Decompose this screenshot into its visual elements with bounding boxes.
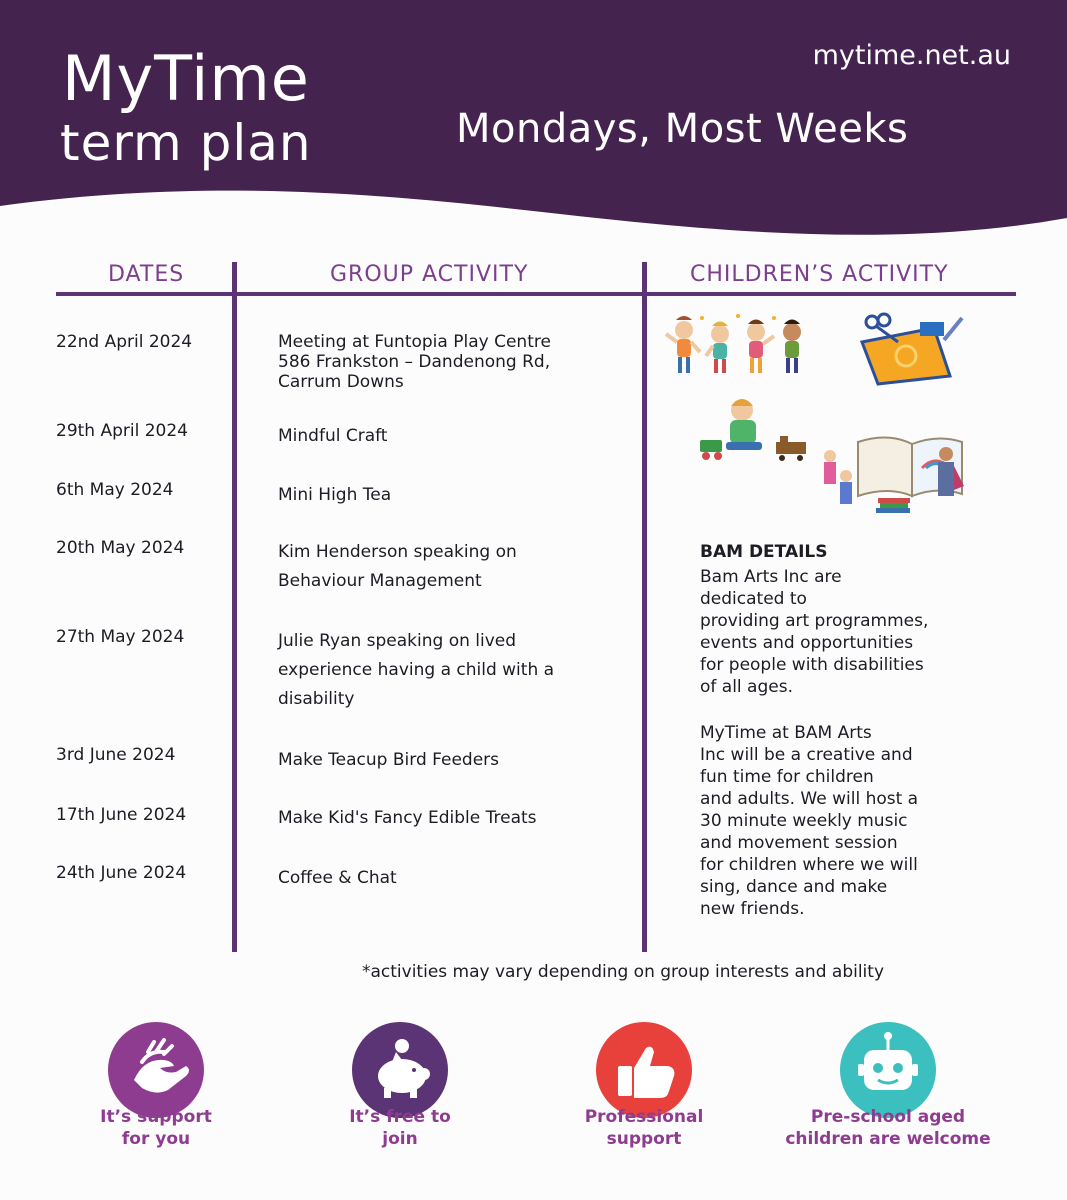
activities-footnote: *activities may vary depending on group interests and ability [362, 962, 885, 982]
date-cell: 17th June 2024 [56, 805, 187, 825]
feature-label-support: It’s support for you [100, 1107, 212, 1149]
date-cell: 6th May 2024 [56, 480, 174, 500]
date-cell: 3rd June 2024 [56, 745, 176, 765]
activity-cell: Meeting at Funtopia Play Centre 586 Frankston – Dandenong Rd, Carrum Downs [278, 332, 551, 392]
column-header-childrens-activity: CHILDREN’S ACTIVITY [690, 262, 949, 287]
activity-cell: Make Teacup Bird Feeders [278, 750, 500, 770]
brand-subtitle: term plan [60, 114, 312, 172]
storybook-characters-illustration [818, 432, 968, 518]
column-divider-1 [232, 262, 237, 952]
bam-description: Bam Arts Inc are dedicated to providing art programmes, events and opportunities for people with disabilities of all ages. [700, 567, 929, 697]
brand-title: MyTime [62, 42, 310, 115]
thumbs-up-icon [596, 1022, 692, 1118]
piggy-bank-icon [352, 1022, 448, 1118]
date-cell: 20th May 2024 [56, 538, 185, 558]
bam-details-title: BAM DETAILS [700, 542, 828, 562]
robot-icon [840, 1022, 936, 1118]
column-header-dates: DATES [108, 262, 185, 287]
activity-cell: Mindful Craft [278, 426, 388, 446]
helping-hands-icon [108, 1022, 204, 1118]
date-cell: 29th April 2024 [56, 421, 188, 441]
feature-label-free: It’s free to join [349, 1107, 451, 1149]
header-rule [56, 292, 1016, 296]
activity-cell: Coffee & Chat [278, 868, 397, 888]
header-banner [0, 0, 1067, 250]
website-link[interactable]: mytime.net.au [812, 40, 1011, 71]
date-cell: 22nd April 2024 [56, 332, 193, 352]
child-playing-train-illustration [696, 396, 814, 468]
feature-label-preschool: Pre-school aged children are welcome [785, 1107, 991, 1149]
schedule-heading: Mondays, Most Weeks [456, 106, 909, 152]
date-cell: 27th May 2024 [56, 627, 185, 647]
dancing-kids-illustration [662, 312, 812, 382]
date-cell: 24th June 2024 [56, 863, 187, 883]
feature-label-professional: Professional support [584, 1107, 704, 1149]
column-header-group-activity: GROUP ACTIVITY [330, 262, 529, 287]
activity-cell: Julie Ryan speaking on lived experience having a child with a disability [278, 631, 555, 709]
craft-supplies-illustration [858, 312, 968, 386]
activity-cell: Kim Henderson speaking on Behaviour Management [278, 542, 517, 591]
mytime-description: MyTime at BAM Arts Inc will be a creative and fun time for children and adults. We will host a 30 minute weekly music and movement session for children where we will sing, dance and make new friends. [700, 723, 919, 919]
activity-cell: Mini High Tea [278, 485, 392, 505]
activity-cell: Make Kid's Fancy Edible Treats [278, 808, 537, 828]
column-divider-2 [642, 262, 647, 952]
